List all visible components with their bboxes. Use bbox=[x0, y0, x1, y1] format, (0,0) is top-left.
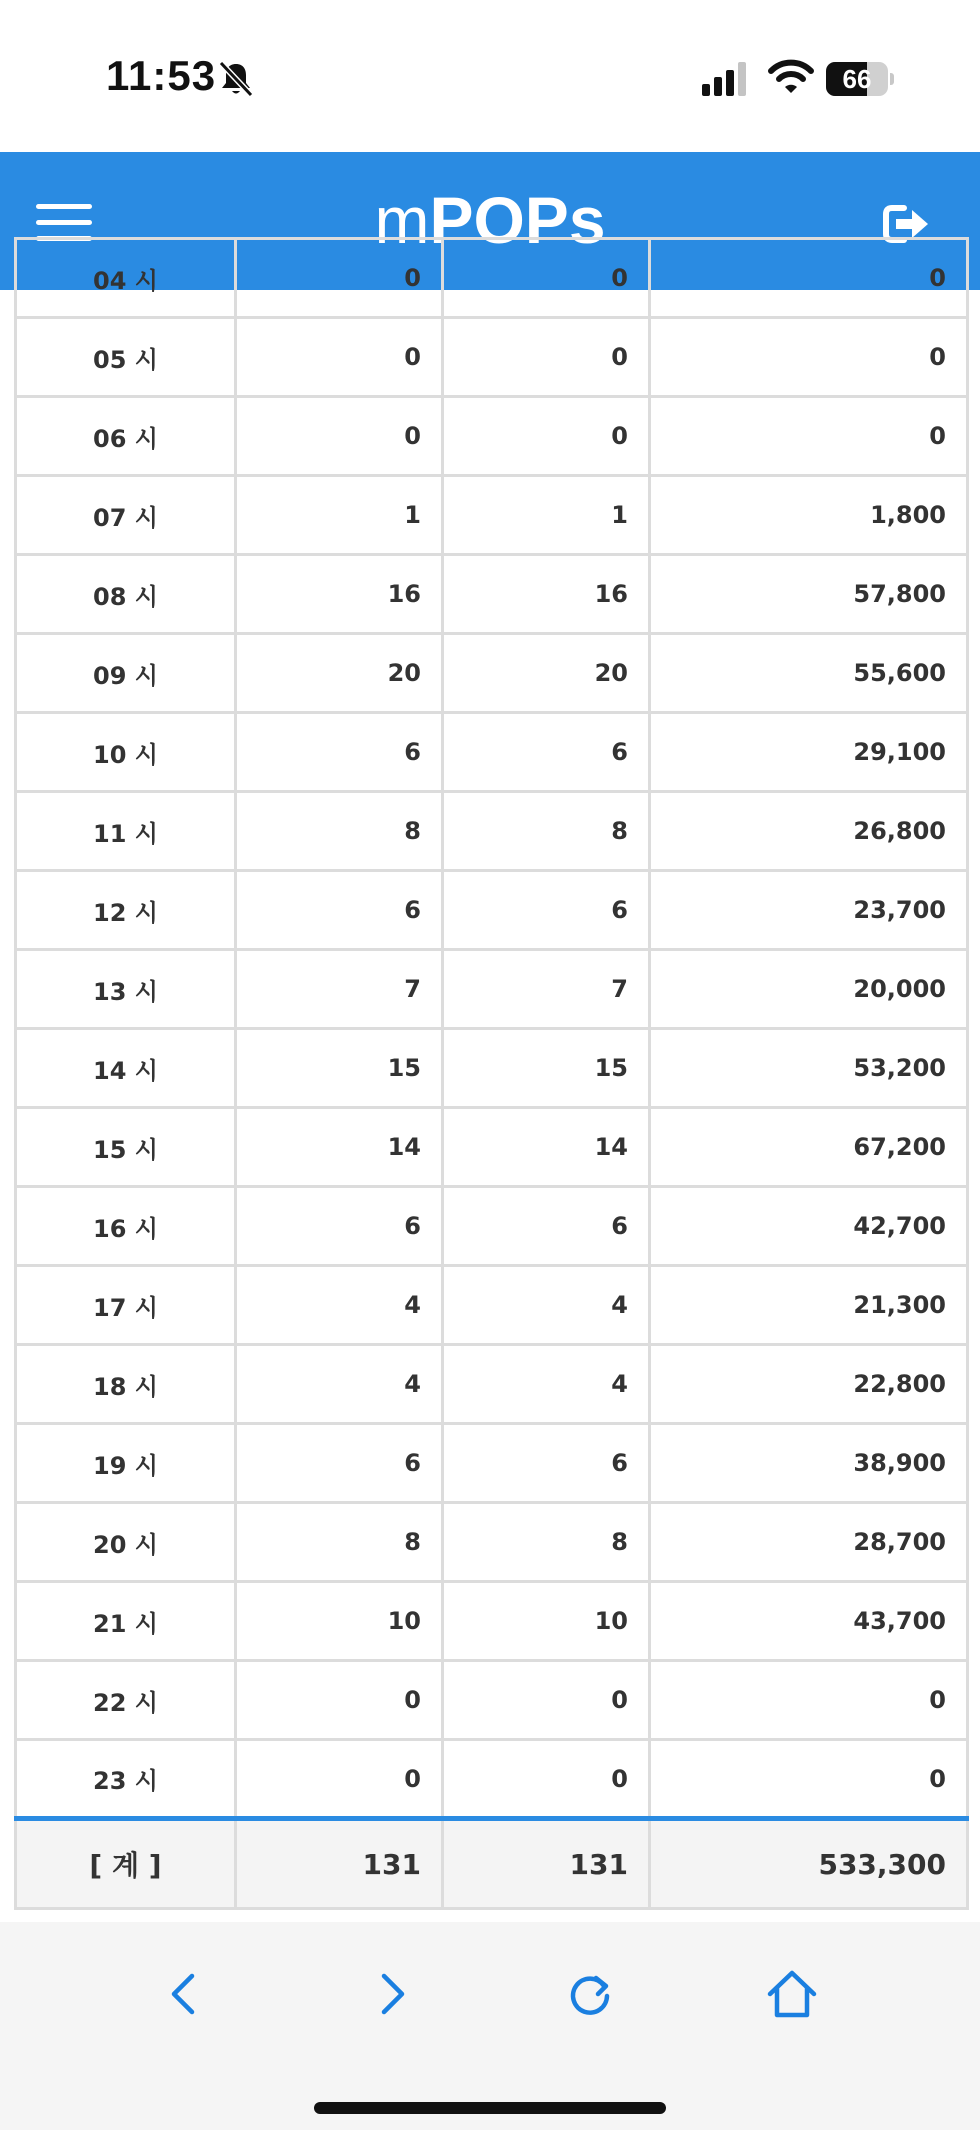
value-cell-b: 15 bbox=[443, 1029, 650, 1108]
value-cell-b: 8 bbox=[443, 792, 650, 871]
table-row bbox=[16, 792, 968, 871]
table-row bbox=[16, 1503, 968, 1582]
value-cell-a: 1 bbox=[236, 476, 443, 555]
value-cell-b: 0 bbox=[443, 1661, 650, 1740]
table-row bbox=[16, 1424, 968, 1503]
value-cell-b: 4 bbox=[443, 1345, 650, 1424]
table-row bbox=[16, 713, 968, 792]
total-row bbox=[16, 1819, 968, 1909]
amount-cell: 43,700 bbox=[650, 1582, 968, 1661]
hour-cell: 05 시 bbox=[16, 318, 236, 397]
hour-cell: 09 시 bbox=[16, 634, 236, 713]
amount-cell: 21,300 bbox=[650, 1266, 968, 1345]
value-cell-b: 6 bbox=[443, 713, 650, 792]
value-cell-b: 16 bbox=[443, 555, 650, 634]
table-row bbox=[16, 950, 968, 1029]
back-icon[interactable] bbox=[156, 1964, 216, 2024]
battery-icon bbox=[826, 62, 894, 96]
amount-cell: 38,900 bbox=[650, 1424, 968, 1503]
table-row bbox=[16, 476, 968, 555]
status-time: 11:53 bbox=[106, 52, 217, 99]
hourly-sales-table bbox=[14, 237, 969, 1910]
value-cell-b: 20 bbox=[443, 634, 650, 713]
table-row bbox=[16, 239, 968, 318]
amount-cell: 23,700 bbox=[650, 871, 968, 950]
hour-cell: 20 시 bbox=[16, 1503, 236, 1582]
hour-cell: 12 시 bbox=[16, 871, 236, 950]
amount-cell: 20,000 bbox=[650, 950, 968, 1029]
hour-cell: 17 시 bbox=[16, 1266, 236, 1345]
table-row bbox=[16, 1187, 968, 1266]
value-cell-b: 6 bbox=[443, 1187, 650, 1266]
hour-cell: 11 시 bbox=[16, 792, 236, 871]
amount-cell: 29,100 bbox=[650, 713, 968, 792]
amount-cell: 0 bbox=[650, 1740, 968, 1819]
hour-cell: 13 시 bbox=[16, 950, 236, 1029]
browser-toolbar bbox=[0, 1922, 980, 2130]
amount-cell: 26,800 bbox=[650, 792, 968, 871]
amount-cell: 1,800 bbox=[650, 476, 968, 555]
amount-cell: 57,800 bbox=[650, 555, 968, 634]
table-row bbox=[16, 1582, 968, 1661]
value-cell-a: 8 bbox=[236, 792, 443, 871]
value-cell-a: 6 bbox=[236, 713, 443, 792]
value-cell-a: 15 bbox=[236, 1029, 443, 1108]
hour-cell: 16 시 bbox=[16, 1187, 236, 1266]
signal-icon bbox=[702, 62, 750, 96]
value-cell-a: 4 bbox=[236, 1345, 443, 1424]
hour-cell: 22 시 bbox=[16, 1661, 236, 1740]
table-row bbox=[16, 1740, 968, 1819]
hour-cell: 21 시 bbox=[16, 1582, 236, 1661]
total-b: 131 bbox=[443, 1819, 650, 1909]
amount-cell: 67,200 bbox=[650, 1108, 968, 1187]
amount-cell: 53,200 bbox=[650, 1029, 968, 1108]
value-cell-a: 14 bbox=[236, 1108, 443, 1187]
status-bar bbox=[0, 0, 980, 152]
total-label: [ 계 ] bbox=[16, 1819, 236, 1909]
value-cell-b: 1 bbox=[443, 476, 650, 555]
value-cell-b: 0 bbox=[443, 397, 650, 476]
value-cell-b: 14 bbox=[443, 1108, 650, 1187]
value-cell-a: 0 bbox=[236, 239, 443, 318]
value-cell-b: 7 bbox=[443, 950, 650, 1029]
hour-cell: 04 시 bbox=[16, 239, 236, 318]
value-cell-b: 6 bbox=[443, 871, 650, 950]
amount-cell: 0 bbox=[650, 1661, 968, 1740]
total-amount: 533,300 bbox=[650, 1819, 968, 1909]
table-row bbox=[16, 1029, 968, 1108]
amount-cell: 0 bbox=[650, 239, 968, 318]
value-cell-b: 0 bbox=[443, 1740, 650, 1819]
hourly-sales-table-container[interactable] bbox=[0, 264, 980, 1922]
wifi-icon bbox=[768, 58, 814, 96]
value-cell-b: 6 bbox=[443, 1424, 650, 1503]
hour-cell: 23 시 bbox=[16, 1740, 236, 1819]
value-cell-a: 16 bbox=[236, 555, 443, 634]
home-indicator[interactable] bbox=[314, 2102, 666, 2114]
amount-cell: 0 bbox=[650, 318, 968, 397]
amount-cell: 28,700 bbox=[650, 1503, 968, 1582]
home-icon[interactable] bbox=[762, 1964, 822, 2024]
value-cell-a: 0 bbox=[236, 397, 443, 476]
reload-icon[interactable] bbox=[560, 1964, 620, 2024]
value-cell-a: 0 bbox=[236, 318, 443, 397]
app-title-light: m bbox=[374, 183, 430, 257]
forward-icon[interactable] bbox=[360, 1964, 420, 2024]
table-row bbox=[16, 1266, 968, 1345]
value-cell-b: 0 bbox=[443, 318, 650, 397]
amount-cell: 0 bbox=[650, 397, 968, 476]
value-cell-a: 20 bbox=[236, 634, 443, 713]
hour-cell: 19 시 bbox=[16, 1424, 236, 1503]
hour-cell: 08 시 bbox=[16, 555, 236, 634]
table-row bbox=[16, 1661, 968, 1740]
table-row bbox=[16, 634, 968, 713]
value-cell-a: 7 bbox=[236, 950, 443, 1029]
bell-off-icon bbox=[218, 60, 254, 98]
value-cell-a: 0 bbox=[236, 1661, 443, 1740]
hour-cell: 15 시 bbox=[16, 1108, 236, 1187]
value-cell-a: 4 bbox=[236, 1266, 443, 1345]
table-row bbox=[16, 1108, 968, 1187]
amount-cell: 55,600 bbox=[650, 634, 968, 713]
table-row bbox=[16, 318, 968, 397]
value-cell-b: 0 bbox=[443, 239, 650, 318]
table-row bbox=[16, 555, 968, 634]
hour-cell: 14 시 bbox=[16, 1029, 236, 1108]
app-title-bold: POPs bbox=[429, 183, 606, 257]
value-cell-a: 0 bbox=[236, 1740, 443, 1819]
hour-cell: 06 시 bbox=[16, 397, 236, 476]
table-row bbox=[16, 397, 968, 476]
table-row bbox=[16, 871, 968, 950]
value-cell-a: 8 bbox=[236, 1503, 443, 1582]
value-cell-b: 4 bbox=[443, 1266, 650, 1345]
value-cell-a: 6 bbox=[236, 1424, 443, 1503]
total-a: 131 bbox=[236, 1819, 443, 1909]
amount-cell: 22,800 bbox=[650, 1345, 968, 1424]
hour-cell: 07 시 bbox=[16, 476, 236, 555]
value-cell-a: 6 bbox=[236, 1187, 443, 1266]
value-cell-a: 6 bbox=[236, 871, 443, 950]
value-cell-b: 8 bbox=[443, 1503, 650, 1582]
battery-text: 66 bbox=[842, 64, 872, 94]
amount-cell: 42,700 bbox=[650, 1187, 968, 1266]
value-cell-b: 10 bbox=[443, 1582, 650, 1661]
value-cell-a: 10 bbox=[236, 1582, 443, 1661]
hour-cell: 18 시 bbox=[16, 1345, 236, 1424]
table-row bbox=[16, 1345, 968, 1424]
hour-cell: 10 시 bbox=[16, 713, 236, 792]
